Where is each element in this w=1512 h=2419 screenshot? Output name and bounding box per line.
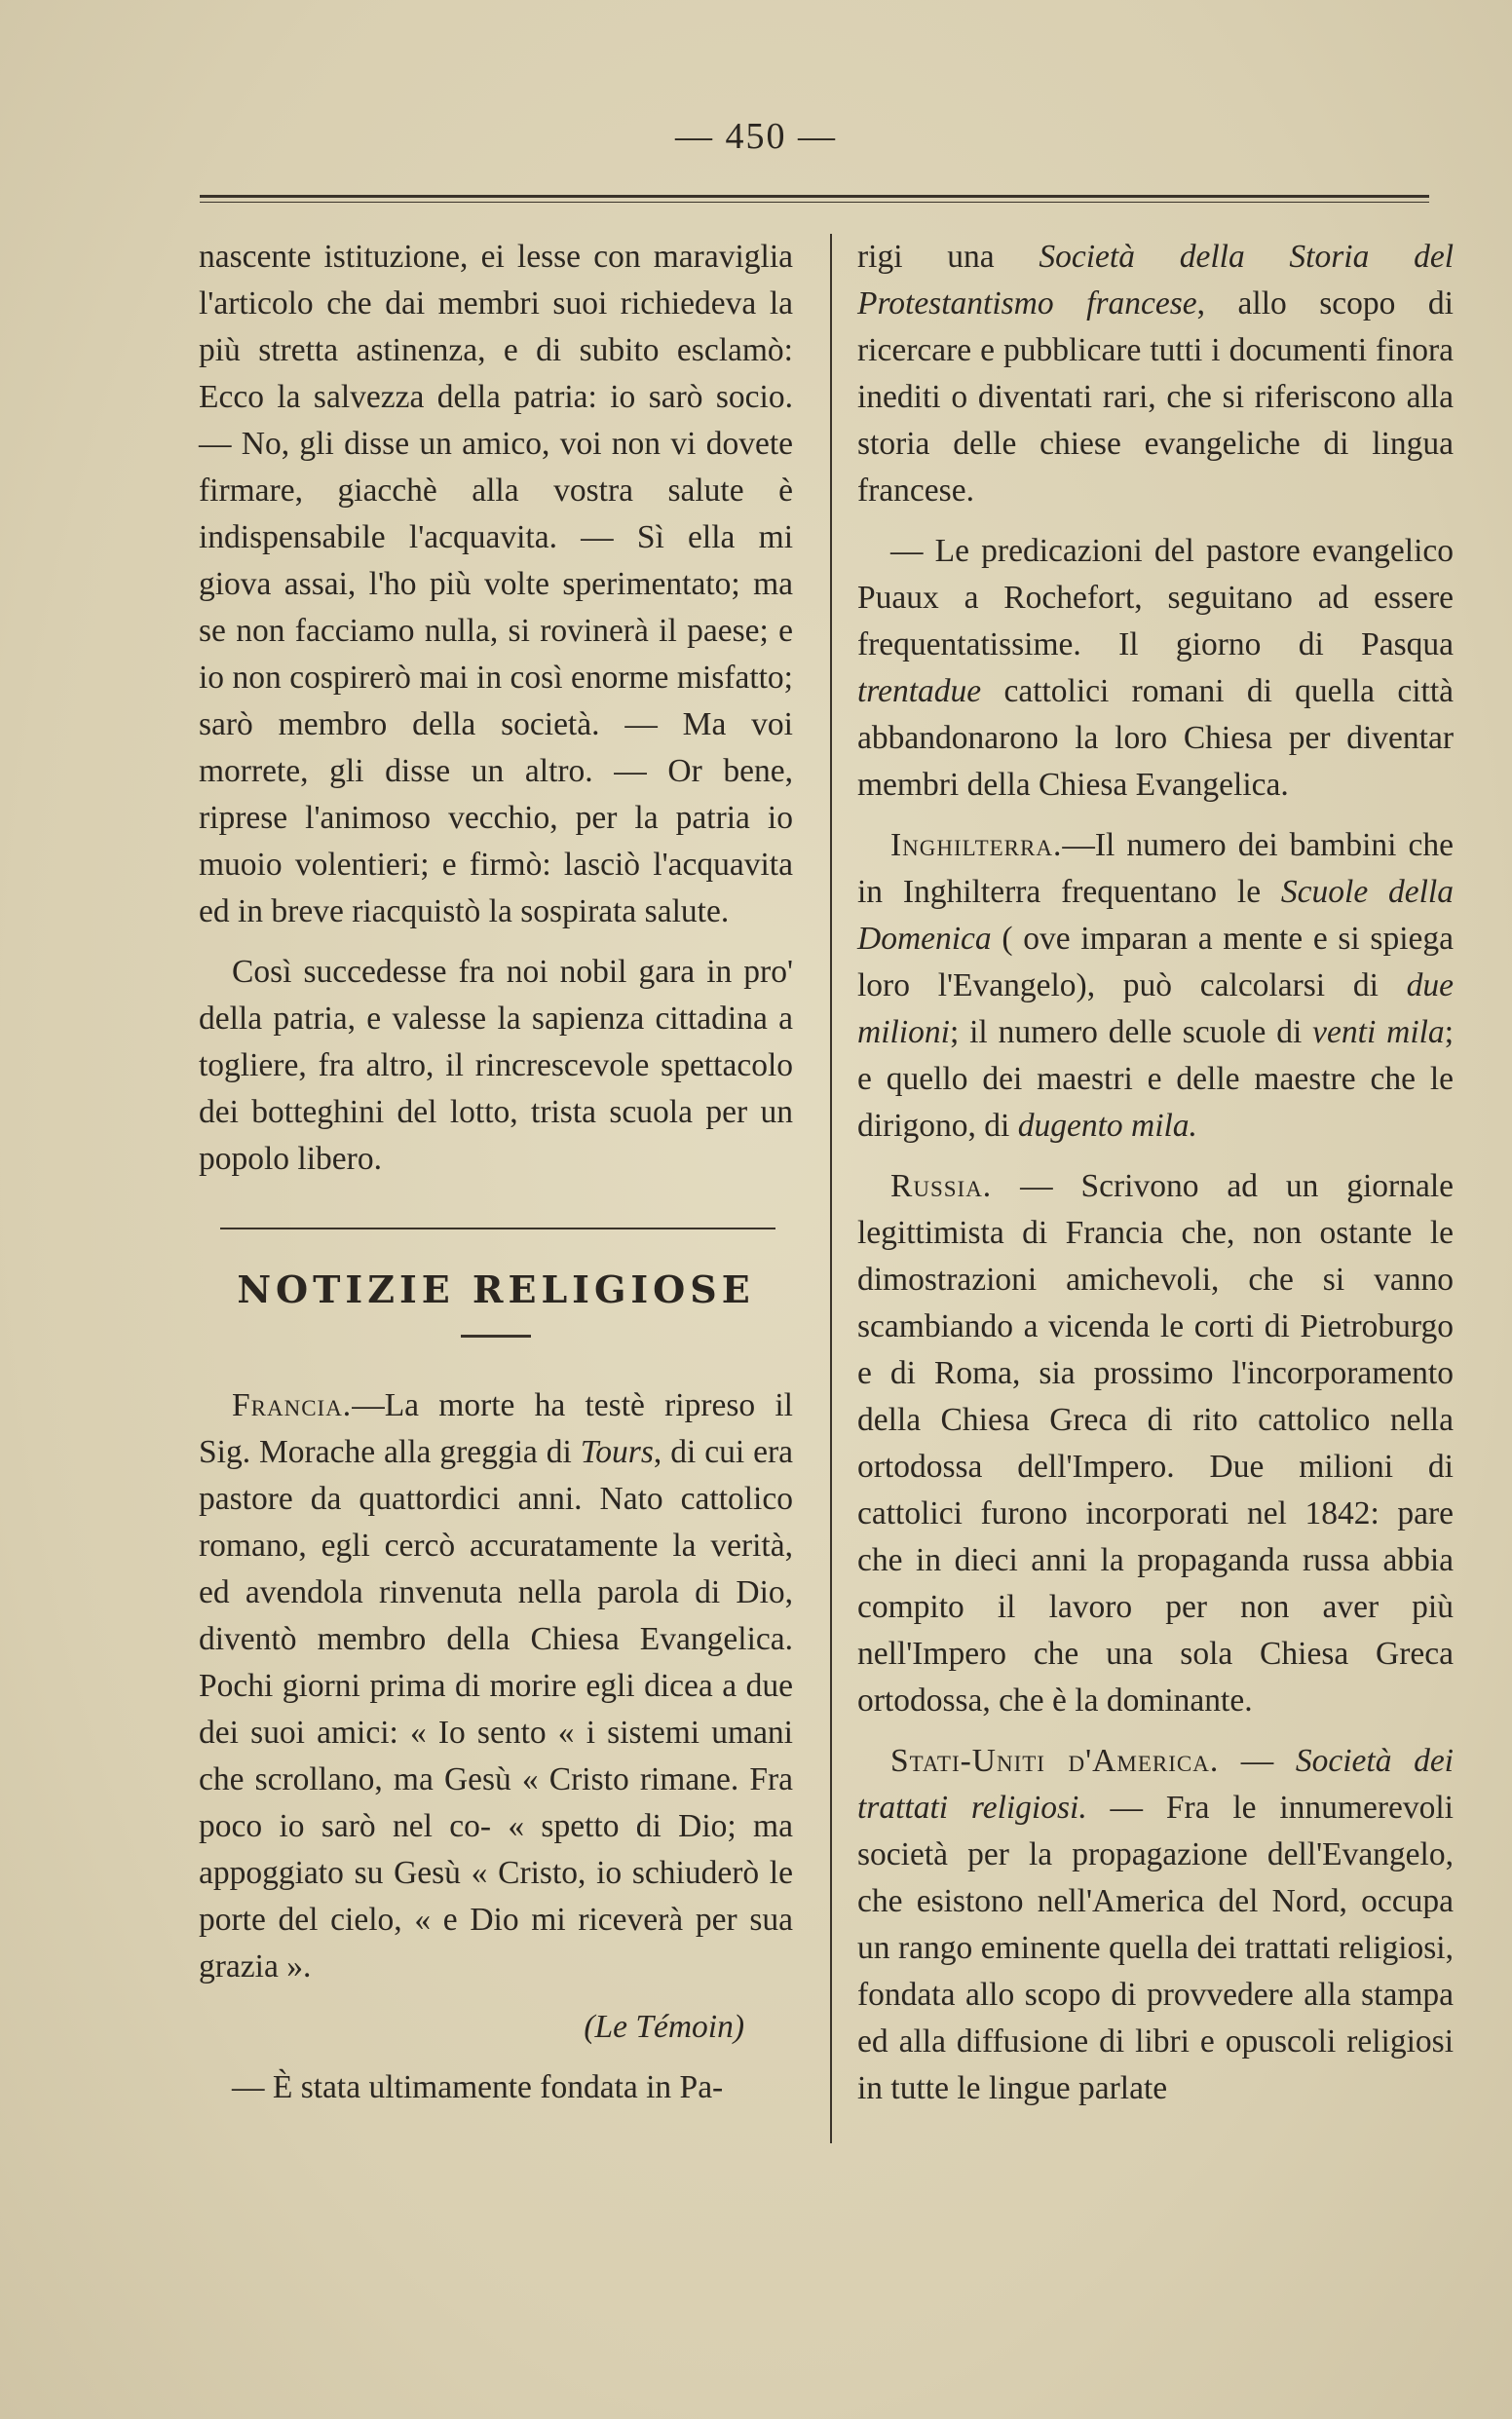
section-title: NOTIZIE RELIGIOSE — [237, 1267, 755, 1311]
paragraph-stati-uniti: Stati-Uniti d'America. — Società dei trattati religiosi. — Fra le innumerevoli società per la propagazione dell'Evangelo, che esistono nell'America del Nord, occupa un rango eminente quella dei trattati religiosi, fondata allo scopo di provvedere alla stampa ed alla diffusione di libri e opuscoli religiosi in tutte le lingue parlate — [857, 1743, 1454, 2106]
country-label-inghilterra: Inghilterra. — [890, 827, 1063, 863]
paragraph-acquavita: nascente istituzione, ei lesse con maraviglia l'articolo che dai membri suoi richiedeva la più stretta astinenza, e di subito esclamò: Ecco la salvezza della patria: io sarò socio. — No, gli disse un amico, voi non vi dovete firmare, giacchè alla vostra salute è indispensabile l'acquavita. — Sì ella mi giova assai, l'ho più volte sperimentato; ma se non facciamo nulla, si rovinerà il paese; e io non cospirerò mai in così enorme misfatto; sarò membro della società. — Ma voi morrete, gli disse un altro. — Or bene, riprese l'animoso vecchio, per la patria io muoio volentieri; e firmò: lasciò l'acquavita ed in breve riacquistò la sospirata salute. — [199, 239, 793, 929]
paragraph-russia: Russia. — Scrivono ad un giornale legittimista di Francia che, non ostante le dimostrazioni amichevoli, che si vanno scambiando a vicenda le corti di Pietroburgo e di Roma, sia prossimo l'incorporamento della Chiesa Greca di rito cattolico nella ortodossa dell'Impero. Due milioni di cattolici furono incorporati nel 1842: pare che in dieci anni la propaganda russa abbia compito il lavoro per non aver più nell'Impero che una sola Chiesa Greca ortodossa, che è la dominante. — [857, 1168, 1454, 1719]
country-label-stati-uniti: Stati-Uniti d'America. — [890, 1743, 1220, 1779]
right-column — [857, 234, 1454, 2126]
left-column — [199, 234, 793, 2125]
paragraph-parigi-start: — È stata ultimamente fondata in Pa- — [232, 2069, 724, 2105]
paragraph-parigi-cont: rigi una Società della Storia del Protestantismo francese, allo scopo di ricercare e pubblicare tutti i documenti finora inediti o diventati rari, che si riferiscono alla storia delle chiese evangeliche di lingua francese. — [857, 239, 1455, 509]
page-number: — 450 — — [675, 116, 837, 157]
title-underline — [461, 1335, 531, 1338]
header-rule — [200, 195, 1429, 203]
country-label-russia: Russia. — [890, 1168, 993, 1204]
paragraph-rochefort: — Le predicazioni del pastore evangelico Puaux a Rochefort, seguitano ad essere frequentatissime. Il giorno di Pasqua trentadue cattolici romani di quella città abbandonarono la loro Chiesa per diventar membri della Chiesa Evangelica. — [857, 533, 1454, 803]
section-separator — [220, 1228, 775, 1229]
country-label-francia: Francia. — [232, 1387, 353, 1423]
paragraph-lotto: Così succedesse fra noi nobil gara in pro' della patria, e valesse la sapienza cittadina a togliere, fra altro, il rincrescevole spettacolo dei botteghini del lotto, trista scuola per un popolo libero. — [199, 954, 793, 1177]
source-citation: (Le Témoin) — [584, 2009, 744, 2045]
column-divider — [830, 234, 832, 2143]
paragraph-inghilterra: Inghilterra.—Il numero dei bambini che in Inghilterra frequentano le Scuole della Domenica ( ove imparan a mente e si spiega loro l'Evangelo), può calcolarsi di due milioni; il numero delle scuole di venti mila; e quello dei maestri e delle maestre che le dirigono, di dugento mila. — [857, 827, 1454, 1144]
paragraph-francia: Francia.—La morte ha testè ripreso il Sig. Morache alla greggia di Tours, di cui era pastore da quattordici anni. Nato cattolico romano, egli cercò accuratamente la verità, ed avendola rinvenuta nella parola di Dio, diventò membro della Chiesa Evangelica. Pochi giorni prima di morire egli dicea a due dei suoi amici: « Io sento « i sistemi umani che scrollano, ma Gesù « Cristo rimane. Fra poco io sarò nel co- « spetto di Dio; ma appoggiato su Gesù « Cristo, io schiuderò le porte del cielo, « e Dio mi riceverà per sua grazia ». — [199, 1387, 793, 1984]
